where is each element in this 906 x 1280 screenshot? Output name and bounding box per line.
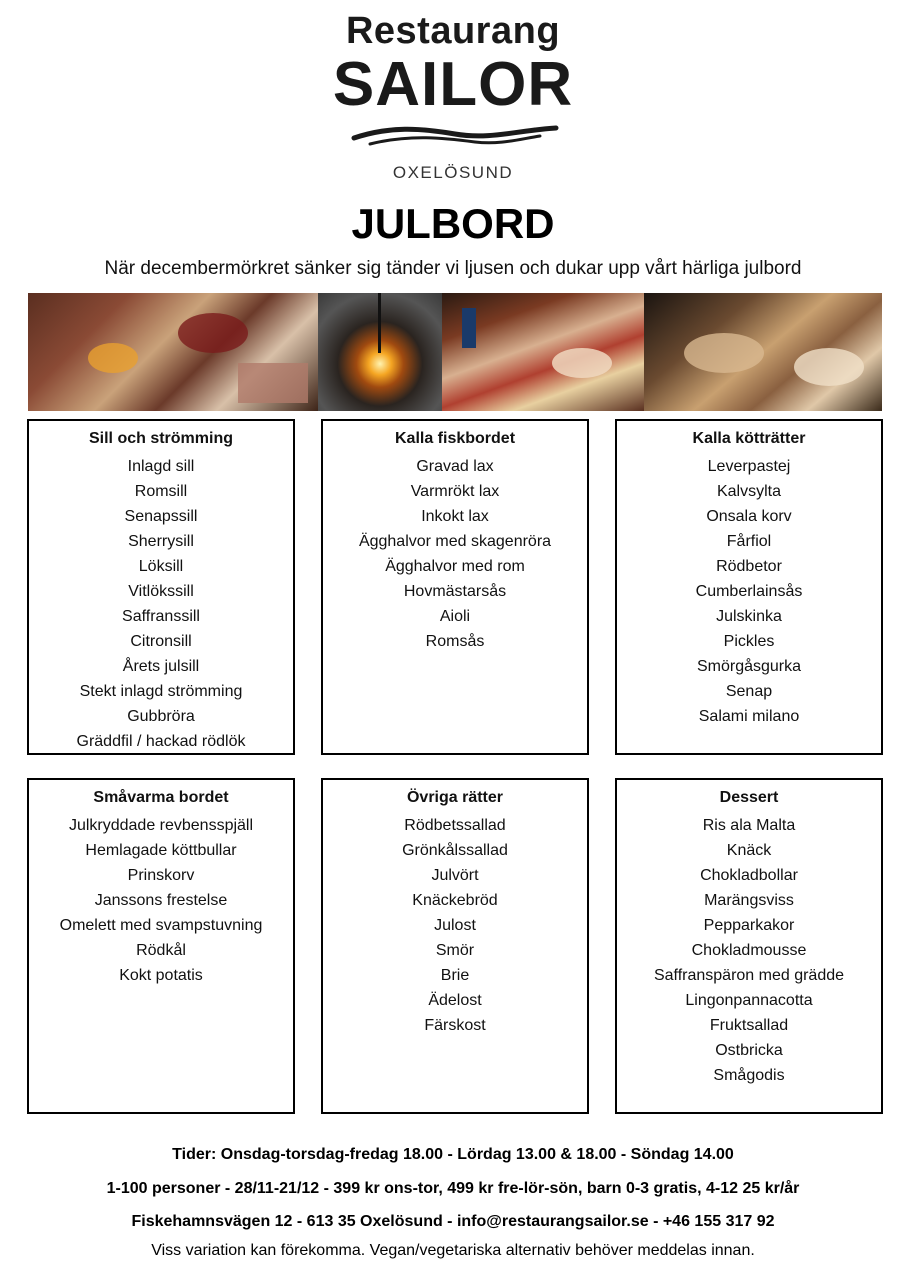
section-title: Kalla fiskbordet [394, 430, 516, 447]
list-item: Gräddfil / hackad rödlök [76, 733, 246, 750]
list-item: Knäck [726, 842, 772, 859]
list-item: Salami milano [698, 708, 800, 725]
list-item: Inlagd sill [127, 458, 195, 475]
list-item: Rödkål [136, 942, 186, 959]
menu-section-ovriga [321, 778, 589, 1114]
list-item: Janssons frestelse [94, 892, 228, 909]
list-item: Inkokt lax [421, 508, 489, 525]
list-item: Löksill [138, 558, 184, 575]
footer-note: Viss variation kan förekomma. Vegan/vegetariska alternativ behöver meddelas innan. [151, 1242, 755, 1259]
list-item: Julskinka [716, 608, 782, 625]
list-item: Omelett med svampstuvning [59, 917, 263, 934]
list-item: Senap [725, 683, 773, 700]
list-item: Smörgåsgurka [696, 658, 802, 675]
list-item: Årets julsill [122, 658, 200, 675]
item-list [323, 454, 587, 654]
list-item: Romsås [425, 633, 485, 650]
list-item: Chokladbollar [700, 867, 798, 884]
list-item: Ägghalvor med rom [385, 558, 525, 575]
list-item: Julost [434, 917, 476, 934]
list-item: Julvört [431, 867, 479, 884]
list-item: Prinskorv [127, 867, 195, 884]
list-item: Stekt inlagd strömming [79, 683, 243, 700]
list-item: Gubbröra [127, 708, 195, 725]
list-item: Pepparkakor [703, 917, 795, 934]
list-item: Fårfiol [726, 533, 772, 550]
footer-prices: 1-100 personer - 28/11-21/12 - 399 kr ons-tor, 499 kr fre-lör-sön, barn 0-3 gratis, 4-12 25 kr/år [106, 1180, 800, 1197]
list-item: Ris ala Malta [702, 817, 796, 834]
list-item: Kokt potatis [119, 967, 203, 984]
list-item: Ädelost [428, 992, 482, 1009]
menu-section-kalla-fisk [321, 419, 589, 755]
list-item: Grönkålssallad [402, 842, 508, 859]
list-item: Fruktsallad [709, 1017, 789, 1034]
list-item: Färskost [424, 1017, 486, 1034]
list-item: Gravad lax [416, 458, 494, 475]
list-item: Hemlagade köttbullar [85, 842, 237, 859]
list-item: Citronsill [130, 633, 192, 650]
list-item: Smågodis [713, 1067, 785, 1084]
list-item: Onsala korv [706, 508, 792, 525]
photo-buffet [442, 293, 644, 411]
menu-section-smavarma [27, 778, 295, 1114]
item-list [617, 454, 881, 729]
list-item: Sherrysill [128, 533, 194, 550]
list-item: Smör [435, 942, 475, 959]
list-item: Julkryddade revbensspjäll [68, 817, 254, 834]
list-item: Rödbetor [716, 558, 782, 575]
list-item: Lingonpannacotta [685, 992, 813, 1009]
list-item: Brie [440, 967, 470, 984]
item-list [29, 454, 293, 754]
logo-city: OXELÖSUND [392, 163, 514, 182]
menu-section-dessert [615, 778, 883, 1114]
photo-cold-cuts [28, 293, 318, 411]
list-item: Cumberlainsås [695, 583, 803, 600]
logo-restaurang: Restaurang [345, 10, 561, 52]
logo-sailor: SAILOR [332, 50, 574, 119]
page-title: JULBORD [351, 200, 555, 247]
item-list [617, 813, 881, 1088]
list-item: Vitlökssill [128, 583, 194, 600]
list-item: Romsill [134, 483, 188, 500]
list-item: Hovmästarsås [403, 583, 507, 600]
section-title: Sill och strömming [88, 430, 233, 447]
list-item: Varmrökt lax [410, 483, 500, 500]
list-item: Knäckebröd [412, 892, 498, 909]
list-item: Saffranssill [122, 608, 200, 625]
photo-strip [28, 293, 882, 411]
footer-times: Tider: Onsdag-torsdag-fredag 18.00 - Lördag 13.00 & 18.00 - Söndag 14.00 [172, 1146, 734, 1163]
photo-fire [318, 293, 442, 411]
photo-table [644, 293, 882, 411]
list-item: Leverpastej [707, 458, 791, 475]
item-list [323, 813, 587, 1038]
section-title: Dessert [719, 789, 779, 806]
list-item: Rödbetssallad [404, 817, 506, 834]
list-item: Ostbricka [715, 1042, 783, 1059]
list-item: Pickles [723, 633, 775, 650]
item-list [29, 813, 293, 988]
section-title: Småvarma bordet [93, 789, 229, 806]
section-title: Kalla kötträtter [692, 430, 806, 447]
wave-logo-icon [350, 120, 560, 150]
list-item: Saffranspäron med grädde [653, 967, 845, 984]
section-title: Övriga rätter [406, 789, 504, 806]
list-item: Senapssill [124, 508, 198, 525]
list-item: Marängsviss [704, 892, 794, 909]
menu-section-kalla-kott [615, 419, 883, 755]
list-item: Chokladmousse [691, 942, 807, 959]
menu-section-sill [27, 419, 295, 755]
list-item: Kalvsylta [716, 483, 782, 500]
tagline: När decembermörkret sänker sig tänder vi ljusen och dukar upp vårt härliga julbord [104, 258, 802, 279]
footer-contact: Fiskehamnsvägen 12 - 613 35 Oxelösund - info@restaurangsailor.se - +46 155 317 92 [131, 1213, 775, 1230]
list-item: Ägghalvor med skagenröra [358, 533, 552, 550]
list-item: Aioli [439, 608, 471, 625]
